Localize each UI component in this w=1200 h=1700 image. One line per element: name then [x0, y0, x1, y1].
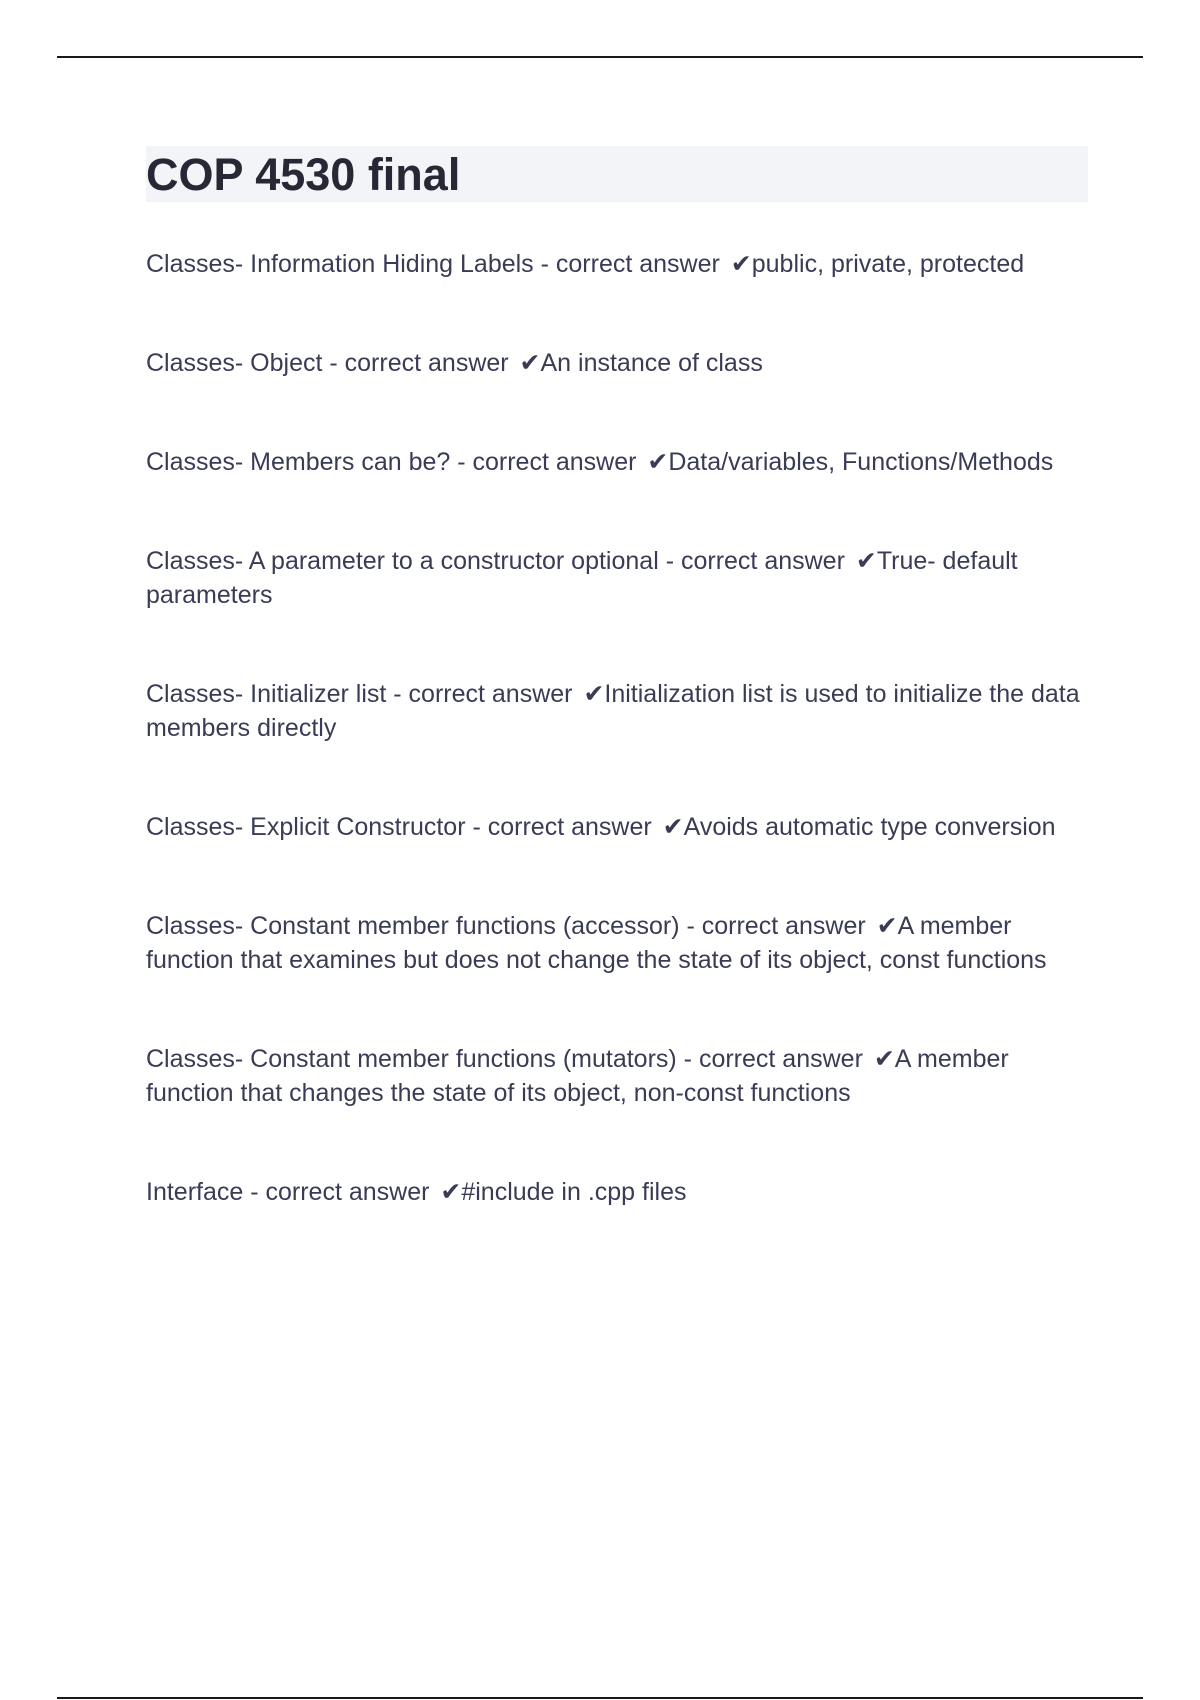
top-rule — [57, 56, 1143, 58]
qa-answer: Avoids automatic type conversion — [683, 813, 1056, 841]
qa-question: Classes- A parameter to a constructor optional - correct answer — [146, 547, 852, 575]
qa-item — [146, 677, 1088, 745]
qa-item — [146, 810, 1088, 844]
qa-question: Classes- Constant member functions (mutators) - correct answer — [146, 1045, 870, 1073]
check-icon: ✔ — [647, 448, 669, 476]
check-icon: ✔ — [662, 813, 684, 841]
qa-answer: A member function that changes the state of its object, non-const functions — [146, 1045, 1009, 1107]
qa-item — [146, 346, 1088, 380]
check-icon: ✔ — [873, 1045, 895, 1073]
qa-item — [146, 909, 1088, 977]
qa-item — [146, 247, 1088, 281]
qa-answer: True- default parameters — [146, 547, 1018, 609]
check-icon: ✔ — [519, 349, 541, 377]
qa-question: Classes- Information Hiding Labels - correct answer — [146, 250, 727, 278]
qa-answer: Data/variables, Functions/Methods — [668, 448, 1054, 476]
check-icon: ✔ — [440, 1178, 462, 1206]
qa-question: Classes- Explicit Constructor - correct answer — [146, 813, 659, 841]
qa-item — [146, 445, 1088, 479]
qa-answer: A member function that examines but does not change the state of its object, const functions — [146, 912, 1047, 974]
check-icon: ✔ — [583, 680, 605, 708]
qa-item — [146, 1042, 1088, 1110]
check-icon: ✔ — [855, 547, 877, 575]
page-title: COP 4530 final — [146, 148, 461, 200]
bottom-rule — [57, 1697, 1143, 1699]
qa-answer: An instance of class — [540, 349, 763, 377]
qa-answer: Initialization list is used to initialize the data members directly — [146, 680, 1080, 742]
qa-question: Interface - correct answer — [146, 1178, 437, 1206]
qa-item — [146, 544, 1088, 612]
qa-list — [146, 247, 1088, 1209]
qa-question: Classes- Initializer list - correct answer — [146, 680, 580, 708]
check-icon: ✔ — [730, 250, 752, 278]
qa-question: Classes- Constant member functions (accessor) - correct answer — [146, 912, 873, 940]
document-body — [146, 146, 1088, 1274]
qa-item — [146, 1175, 1088, 1209]
qa-answer: #include in .cpp files — [461, 1178, 687, 1206]
qa-question: Classes- Members can be? - correct answer — [146, 448, 644, 476]
qa-question: Classes- Object - correct answer — [146, 349, 516, 377]
qa-answer: public, private, protected — [751, 250, 1025, 278]
check-icon: ✔ — [876, 912, 898, 940]
title-band — [146, 146, 1088, 202]
